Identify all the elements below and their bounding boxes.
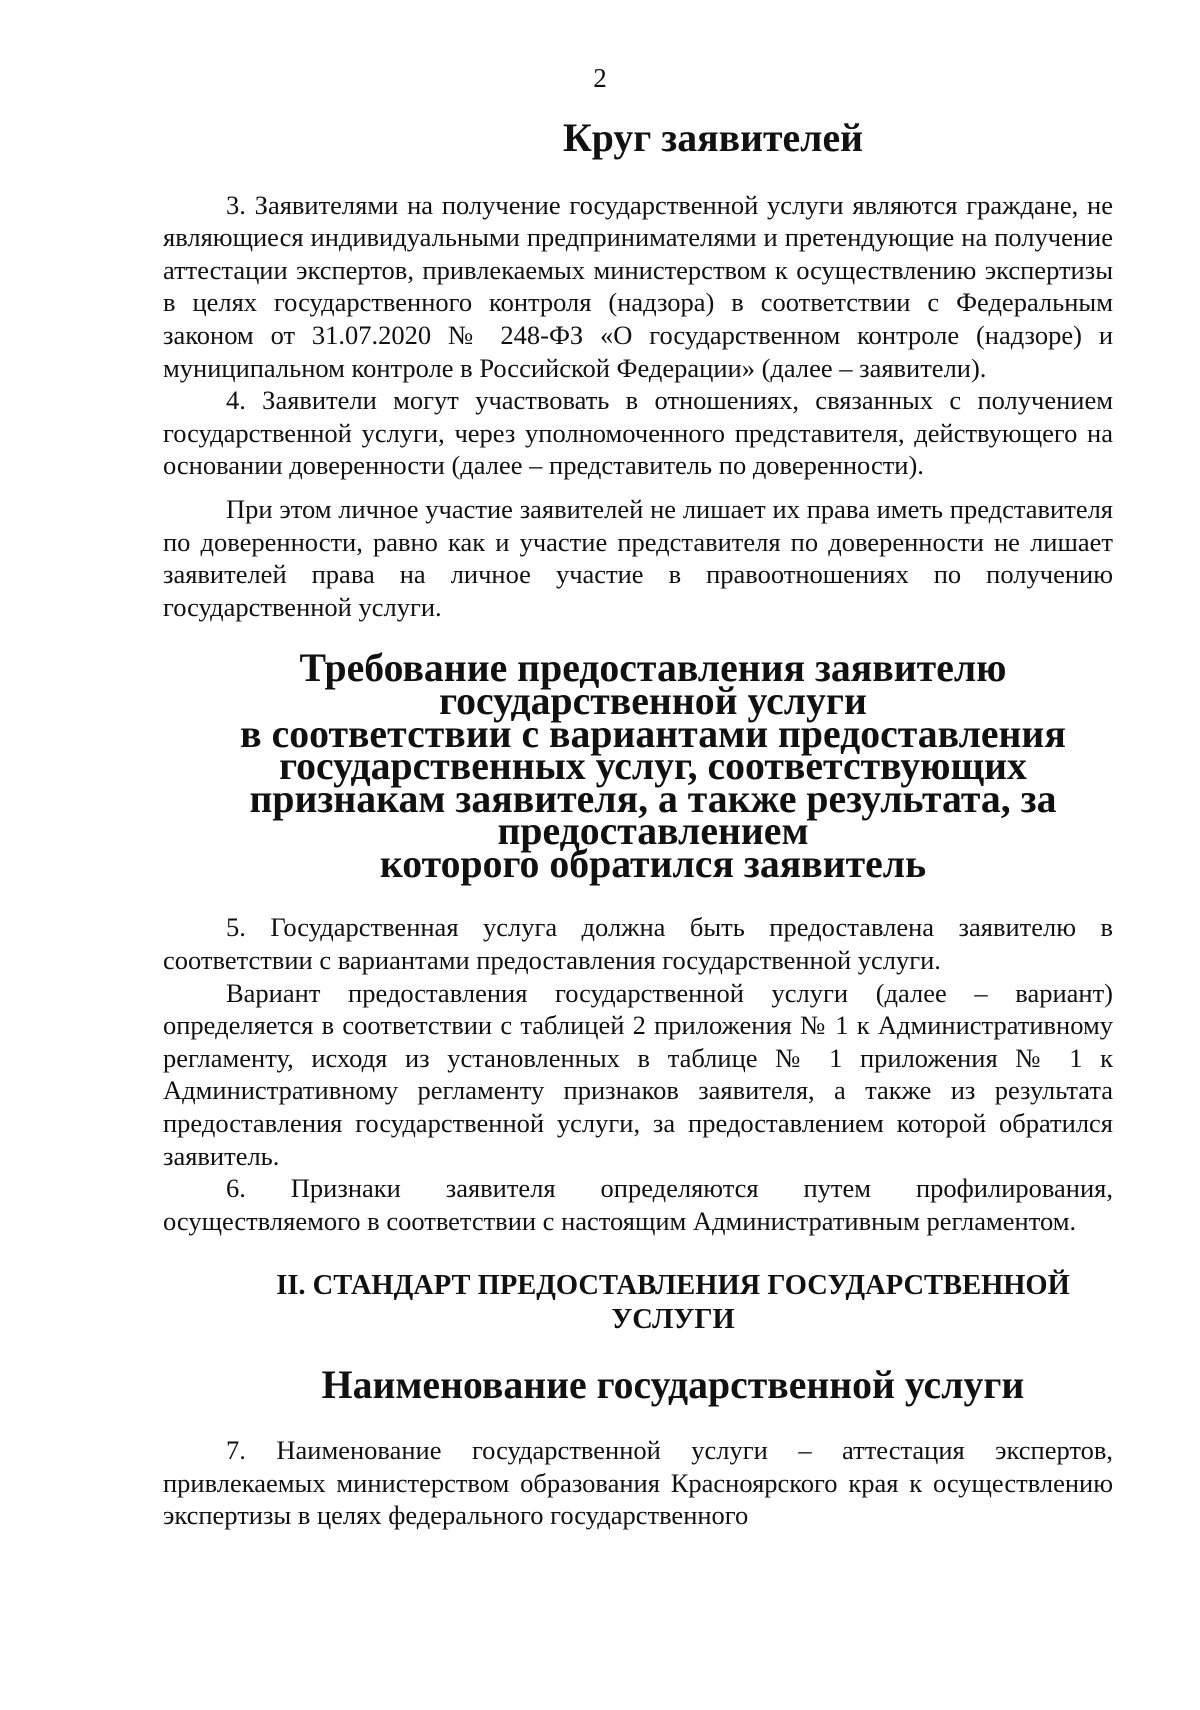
requirement-title-line: которого обратился заявитель [379,841,927,886]
requirement-title-line: признакам заявителя, а также результата, за предоставлением [249,776,1057,854]
chapter-title-standard [163,1269,1113,1337]
section-title-applicants: Круг заявителей [562,116,863,160]
standard-title-line: II. СТАНДАРТ ПРЕДОСТАВЛЕНИЯ ГОСУДАРСТВЕННОЙ [276,1270,1070,1302]
document-body [163,116,1113,1532]
requirement-title-line: в соответствии с вариантами предоставления [240,711,1066,756]
paragraph-5-variant: Вариант предоставления государственной услуги (далее – вариант) определяется в соответствии с таблицей 2 приложения № 1 к Административному регламенту, исходя из установленных в таблице № 1 приложения № 1 к Административному регламенту признаков заявителя, а также из результата предоставления государственной услуги, за предоставлением которой обратился заявитель. [163,977,1113,1171]
requirement-title-line: Требование предоставления заявителю государственной услуги [299,646,1007,723]
page-number: 2 [593,63,607,93]
paragraph-3: 3. Заявителями на получение государственной услуги являются граждане, не являющиеся индивидуальными предпринимателями и претендующие на получение аттестации экспертов, привлекаемых министерством к осуществлению экспертизы в целях государственного контроля (надзора) в соответствии с Федеральным законом от 31.07.2020 № 248-ФЗ «О государственном контроле (надзоре) и муниципальном контроле в Российской Федерации» (далее – заявители). [163,189,1113,383]
paragraph-4: 4. Заявители могут участвовать в отношениях, связанных с получением государственной услуги, через уполномоченного представителя, действующего на основании доверенности (далее – представитель по доверенности). [163,385,1113,481]
paragraph-6: 6. Признаки заявителя определяются путем профилирования, осуществляемого в соответствии с настоящим Административным регламентом. [163,1173,1113,1236]
paragraph-5: 5. Государственная услуга должна быть предоставлена заявителю в соответствии с вариантами предоставления государственной услуги. [163,912,1113,976]
paragraph-4-continued: При этом личное участие заявителей не лишает их права иметь представителя по доверенности, равно как и участие представителя по доверенности не лишает заявителей права на личное участие в правоотношениях по получению государственной услуги. [163,493,1113,622]
section-title-service-name: Наименование государственной услуги [321,1363,1025,1408]
requirement-title-line: государственных услуг, соответствующих [279,744,1027,789]
standard-title-line: УСЛУГИ [611,1304,735,1336]
paragraph-7: 7. Наименование государственной услуги – аттестация экспертов, привлекаемых министерством образования Красноярского края к осуществлению экспертизы в целях федерального государственного [163,1435,1113,1531]
section-title-requirement [163,646,1113,886]
